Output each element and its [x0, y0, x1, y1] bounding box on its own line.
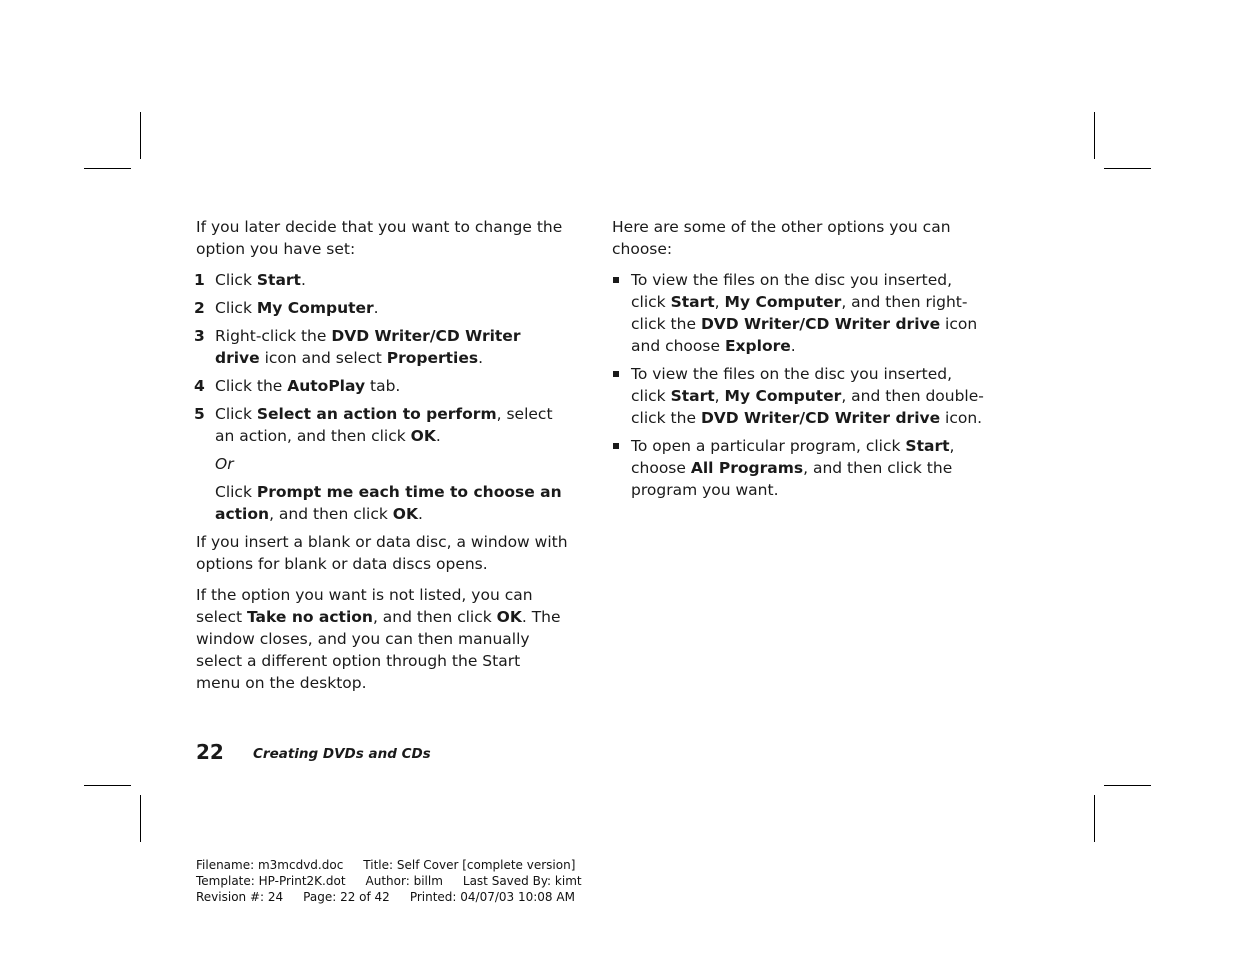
step-number: 2	[194, 299, 205, 317]
step-5	[196, 403, 568, 447]
right-intro: Here are some of the other options you can choose:	[612, 218, 951, 258]
step-text: .	[417, 505, 423, 523]
step-bold: DVD Writer/CD Writer drive	[215, 327, 521, 367]
step-text: .	[478, 349, 484, 367]
meta-row	[196, 873, 582, 889]
alternate-step	[196, 481, 568, 525]
meta-row	[196, 857, 582, 873]
step-3	[196, 325, 568, 369]
step-text: icon and select	[259, 349, 387, 367]
meta-row	[196, 889, 582, 905]
item-text: icon.	[940, 409, 983, 427]
para-text: . The window closes, and you can then manually select a different option through the Start menu on the desktop.	[196, 608, 561, 692]
para-text: If the option you want is not listed, you can select	[196, 586, 533, 626]
step-1	[196, 269, 568, 291]
step-4	[196, 375, 568, 397]
options-list	[612, 269, 984, 501]
step-text: tab.	[365, 377, 401, 395]
step-text: Click the	[215, 377, 288, 395]
page-number: 22	[196, 740, 224, 764]
square-bullet-icon	[613, 277, 619, 283]
step-2	[196, 297, 568, 319]
crop-mark	[140, 795, 141, 842]
meta-author: Author: billm	[365, 874, 443, 888]
item-text: To open a particular program, click	[631, 437, 906, 455]
item-text: icon and choose	[631, 315, 978, 355]
step-number: 1	[194, 271, 205, 289]
step-text: Click	[215, 299, 257, 317]
crop-mark	[140, 112, 141, 159]
step-bold: My Computer	[256, 299, 374, 317]
step-text: Right-click the	[215, 327, 332, 345]
steps-list	[196, 269, 568, 525]
para-text: , and then click	[372, 608, 497, 626]
crop-mark	[1094, 795, 1095, 842]
step-bold: OK	[392, 505, 418, 523]
square-bullet-icon	[613, 371, 619, 377]
step-text: Click	[215, 271, 257, 289]
step-text: .	[435, 427, 441, 445]
crop-mark	[1104, 168, 1151, 169]
right-column	[612, 216, 984, 507]
item-text: .	[790, 337, 796, 355]
step-text: , select an action, and then click	[215, 405, 553, 445]
step-text: .	[300, 271, 306, 289]
step-number: 5	[194, 405, 205, 423]
item-bold: My Computer	[724, 293, 842, 311]
chapter-title: Creating DVDs and CDs	[253, 746, 431, 762]
step-text: , and then click	[269, 505, 393, 523]
step-bold: Select an action to perform	[256, 405, 497, 423]
step-text: Click	[215, 405, 257, 423]
item-text: ,	[714, 387, 725, 405]
item-text: , and then double-click the	[631, 387, 984, 427]
document-metadata	[196, 857, 582, 905]
step-bold: OK	[410, 427, 436, 445]
or-text: Or	[215, 455, 234, 473]
crop-mark	[1104, 785, 1151, 786]
item-bold: Explore	[724, 337, 791, 355]
item-text: To view the files on the disc you inserted, click	[631, 271, 953, 311]
step-bold: Properties	[386, 349, 479, 367]
step-text: .	[373, 299, 379, 317]
list-item	[612, 363, 984, 429]
meta-template: Template: HP-Print2K.dot	[196, 874, 346, 888]
meta-filename: Filename: m3mcdvd.doc	[196, 858, 344, 872]
meta-page: Page: 22 of 42	[303, 890, 390, 904]
meta-last-saved: Last Saved By: kimt	[462, 874, 582, 888]
meta-printed: Printed: 04/07/03 10:08 AM	[409, 890, 575, 904]
blank-disc-paragraph: If you insert a blank or data disc, a window with options for blank or data discs opens.	[196, 533, 568, 573]
left-column	[196, 216, 568, 703]
meta-title: Title: Self Cover [complete version]	[363, 858, 576, 872]
step-number: 3	[194, 327, 205, 345]
list-item	[612, 269, 984, 357]
meta-revision: Revision #: 24	[196, 890, 284, 904]
item-bold: DVD Writer/CD Writer drive	[700, 409, 941, 427]
item-bold: Start	[670, 387, 715, 405]
item-text: , choose	[631, 437, 955, 477]
or-label	[196, 453, 568, 475]
step-number: 4	[194, 377, 205, 395]
item-bold: My Computer	[724, 387, 842, 405]
list-item	[612, 435, 984, 501]
step-bold: AutoPlay	[287, 377, 366, 395]
square-bullet-icon	[613, 443, 619, 449]
step-bold: Start	[256, 271, 301, 289]
crop-mark	[84, 785, 131, 786]
item-bold: All Programs	[690, 459, 804, 477]
item-text: , and then click the program you want.	[631, 459, 953, 499]
item-text: ,	[714, 293, 725, 311]
item-bold: Start	[670, 293, 715, 311]
item-bold: DVD Writer/CD Writer drive	[700, 315, 941, 333]
crop-mark	[1094, 112, 1095, 159]
para-bold: OK	[496, 608, 522, 626]
step-bold: Prompt me each time to choose an action	[215, 483, 562, 523]
left-intro: If you later decide that you want to change the option you have set:	[196, 218, 563, 258]
option-not-listed-paragraph	[196, 584, 568, 694]
item-text: To view the files on the disc you inserted, click	[631, 365, 953, 405]
crop-mark	[84, 168, 131, 169]
step-text: Click	[215, 483, 257, 501]
item-text: , and then right-click the	[631, 293, 968, 333]
para-bold: Take no action	[246, 608, 373, 626]
item-bold: Start	[905, 437, 950, 455]
